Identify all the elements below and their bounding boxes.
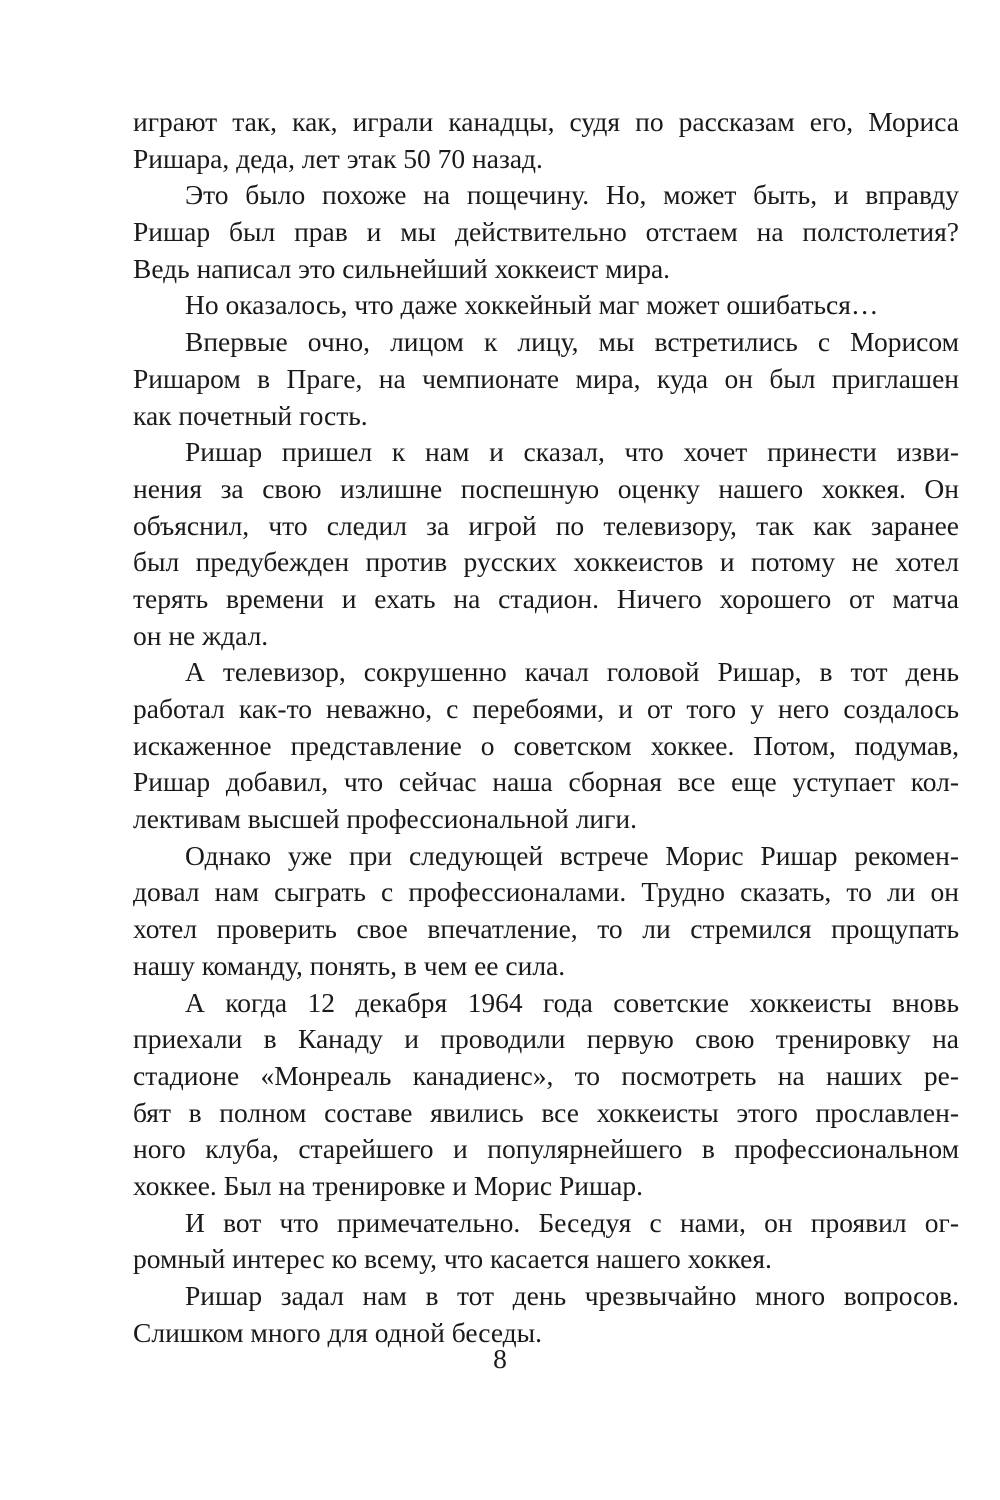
text-line: лективам высшей профессиональной лиги. [133,803,638,835]
text-line: А телевизор, сокрушенно качал головой Ришар, в тот день [185,656,959,688]
text-line: играют так, как, играли канадцы, судя по рассказам его, Мориса [133,106,959,137]
text-line: он не ждал. [133,619,269,651]
text-line: Ришар добавил, что сейчас наша сборная все еще уступает кол- [133,766,959,798]
text-line: искаженное представление о советском хоккее. Потом, подумав, [133,729,959,761]
text-line: стадионе «Монреаль канадиенс», то посмотреть на наших ре- [133,1059,959,1091]
text-line: Ришар задал нам в тот день чрезвычайно много вопросов. [185,1280,959,1311]
text-line: нения за свою излишне поспешную оценку нашего хоккея. Он [133,472,959,504]
text-line: как почетный гость. [133,399,368,431]
text-line: работал как-то неважно, с перебоями, и от того у него создалось [133,693,959,724]
text-line: хоккее. Был на тренировке и Морис Ришар. [133,1169,643,1201]
text-line: ного клуба, старейшего и популярнейшего в профессиональном [133,1133,959,1165]
text-line: довал нам сыграть с профессионалами. Трудно сказать, то ли он [133,876,959,908]
page-number: 8 [493,1343,507,1374]
text-line: Ведь написал это сильнейший хоккеист мира. [133,252,671,284]
text-line: хотел проверить свое впечатление, то ли стремился прощупать [133,913,959,945]
text-line: А когда 12 декабря 1964 года советские хоккеисты вновь [185,986,959,1018]
page-body [133,104,959,1351]
text-line: Ришара, деда, лет этак 50 70 назад. [133,142,543,174]
text-line: терять времени и ехать на стадион. Ничего хорошего от матча [133,582,959,614]
text-line: нашу команду, понять, в чем ее сила. [133,949,566,981]
text-line: Это было похоже на пощечину. Но, может быть, и вправду [185,179,959,211]
text-line: объяснил, что следил за игрой по телевизору, так как заранее [133,509,959,541]
text-line: Слишком много для одной беседы. [133,1316,543,1348]
text-line: бят в полном составе явились все хоккеисты этого прославлен- [133,1096,959,1128]
text-line: Однако уже при следующей встрече Морис Ришар рекомен- [185,839,959,871]
text-line: Ришар был прав и мы действительно отстаем на полстолетия? [133,216,959,248]
text-line: был предубежден против русских хоккеистов и потому не хотел [133,546,959,578]
text-line: приехали в Канаду и проводили первую свою тренировку на [133,1023,959,1055]
text-line: Впервые очно, лицом к лицу, мы встретились с Морисом [185,326,959,358]
text-line: Ришар пришел к нам и сказал, что хочет принести изви- [185,436,959,468]
text-line: Ришаром в Праге, на чемпионате мира, куда он был приглашен [133,362,959,394]
text-line: ромный интерес ко всему, что касается нашего хоккея. [133,1243,772,1275]
text-line: Но оказалось, что даже хоккейный маг может ошибаться… [185,289,879,321]
text-line: И вот что примечательно. Беседуя с нами, он проявил ог- [185,1206,959,1238]
